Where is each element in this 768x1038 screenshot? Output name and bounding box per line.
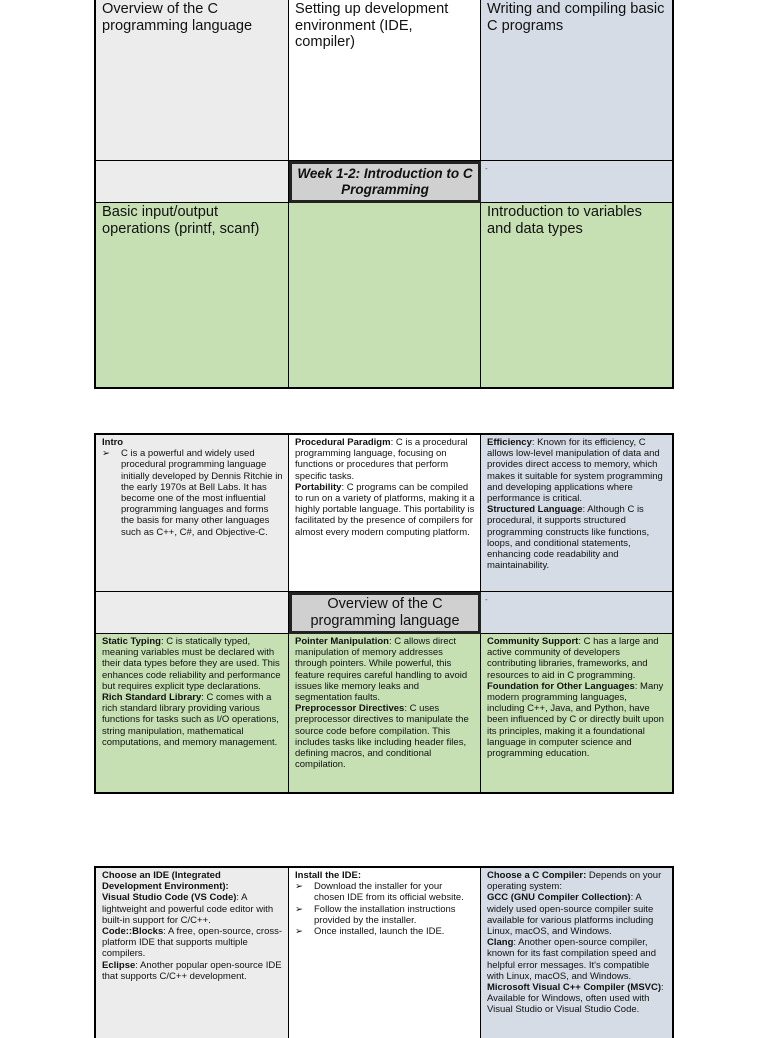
topic-overview: Overview of the C programming language (96, 0, 289, 161)
week-title: Week 1-2: Introduction to C Programming (297, 166, 473, 197)
desc-pointers: : C allows direct manipulation of memory addresses through pointers. While powerful, this feature requires careful handling to avoid issues like memory leaks and segmentation faults. (295, 636, 468, 704)
desc-msvc: : Available for Windows, often used with Visual Studio or Visual Studio Code. (487, 982, 664, 1016)
bullet-arrow-icon: ➢ (295, 926, 303, 938)
paradigm-cell (289, 435, 481, 592)
topic-io: Basic input/output operations (printf, scanf) (96, 203, 289, 387)
desc-std-library: : C comes with a rich standard library providing various functions for tasks such as I/O operations, string manipulation, mathematical computations, and memory management. (102, 692, 279, 748)
desc-vscode: : A lightweight and powerful code editor with built-in support for C/C++. (102, 892, 274, 926)
term-portability: Portability (295, 481, 342, 493)
term-gcc: GCC (GNU Compiler Collection) (487, 892, 631, 904)
intro-cell (96, 435, 289, 592)
center-title-cell (289, 592, 481, 634)
middle-right-cell (481, 592, 672, 634)
middle-right-cell (481, 161, 672, 203)
bullet-arrow-icon: ➢ (295, 881, 303, 893)
topic-writing-compiling: Writing and compiling basic C programs (481, 0, 672, 161)
desc-efficiency: : Known for its efficiency, C allows low-level manipulation of data and provides direct access to memory, which makes it suitable for system programming and developing applications where performance is critical. (487, 437, 663, 505)
bullet-arrow-icon: ➢ (102, 448, 110, 460)
desc-preprocessor: : C uses preprocessor directives to manipulate the source code before compilation. This includes tasks like including header files, defining macros, and conditional compilation. (295, 703, 469, 771)
term-procedural: Procedural Paradigm (295, 437, 391, 448)
pointer-cell (289, 634, 481, 792)
compiler-heading-text: Depends on your operating system: (487, 870, 662, 893)
intro-heading: Intro (102, 437, 124, 448)
desc-community: : C has a large and active community of developers contributing libraries, frameworks, and resources to aid in C programming. (487, 636, 659, 681)
term-eclipse: Eclipse (102, 959, 136, 971)
term-vscode: Visual Studio Code (VS Code) (102, 892, 237, 904)
desc-eclipse: : Another popular open-source IDE that supports C/C++ development. (102, 959, 282, 982)
desc-portability: : C programs can be compiled to run on a variety of platforms, making it a highly portable language. This portability is facilitated by the presence of compilers for almost every modern computing platform. (295, 481, 475, 538)
desc-gcc: : A widely used open-source compiler suite available for various platforms including Linux, macOS, and Windows. (487, 892, 654, 938)
desc-static-typing: : C is statically typed, meaning variables must be declared with their data types before they are used. This enhances code reliability and performance but requires explicit type declarations. (102, 636, 281, 692)
topic-grid-week-1-2 (94, 0, 674, 389)
compiler-heading: Choose a C Compiler: (487, 870, 587, 881)
term-std-library: Rich Standard Library (102, 692, 202, 704)
bullet-arrow-icon: ➢ (295, 903, 303, 915)
term-clang: Clang (487, 937, 514, 949)
term-msvc: Microsoft Visual C++ Compiler (MSVC) (487, 982, 662, 994)
term-efficiency: Efficiency (487, 437, 532, 448)
compiler-choice-cell (481, 868, 672, 1038)
install-step: Once installed, launch the IDE. (314, 926, 445, 938)
term-preprocessor: Preprocessor Directives (295, 703, 405, 715)
desc-procedural: : C is a procedural programming language, focusing on functions or procedures that perform specific tasks. (295, 437, 468, 482)
middle-left-cell (96, 161, 289, 203)
desc-codeblocks: : A free, open-source, cross-platform IDE that supports multiple compilers. (102, 926, 283, 960)
empty-green-cell (289, 203, 481, 387)
intro-text: C is a powerful and widely used procedural programming language initially developed by Dennis Ritchie in the early 1970s at Bell Labs. It has become one of the most influential programming languages and forms the basis for many other languages such as C++, C#, and Objective-C. (121, 448, 283, 538)
desc-foundation: : Many modern programming languages, including C++, Java, and Python, have been influenced by C or directly built upon its principles, making it a foundational language in computer science and programming education. (487, 680, 664, 760)
community-cell (481, 634, 672, 792)
topic-setup-ide: Setting up development environment (IDE, compiler) (289, 0, 481, 161)
typing-cell (96, 634, 289, 792)
term-community: Community Support (487, 636, 579, 647)
efficiency-cell (481, 435, 672, 592)
topic-variables: Introduction to variables and data types (481, 203, 672, 387)
term-foundation: Foundation for Other Languages (487, 680, 635, 692)
install-step: Download the installer for your chosen IDE from its official website. (314, 881, 464, 904)
term-structured: Structured Language (487, 504, 583, 516)
dash-mark: - (485, 595, 488, 604)
center-title-cell (289, 161, 481, 203)
install-step: Follow the installation instructions provided by the installer. (314, 903, 456, 926)
dash-mark: - (485, 164, 488, 173)
desc-clang: : Another open-source compiler, known for its fast compilation speed and helpful error messages. It's compatible with Linux, macOS, and Windows. (487, 937, 656, 982)
ide-choice-cell (96, 868, 289, 1038)
setup-grid (94, 866, 674, 1038)
install-ide-cell (289, 868, 481, 1038)
term-pointers: Pointer Manipulation (295, 636, 389, 647)
desc-structured: : Although C is procedural, it supports structured programming constructs like functions, loops, and conditional statements, enhancing code readability and maintainability. (487, 504, 650, 572)
install-heading: Install the IDE: (295, 870, 361, 881)
overview-title: Overview of the C programming language (310, 596, 460, 629)
term-static-typing: Static Typing (102, 636, 161, 647)
overview-grid (94, 433, 674, 794)
ide-heading: Choose an IDE (Integrated Development Environment): (102, 870, 229, 893)
term-codeblocks: Code::Blocks (102, 926, 164, 938)
middle-left-cell (96, 592, 289, 634)
